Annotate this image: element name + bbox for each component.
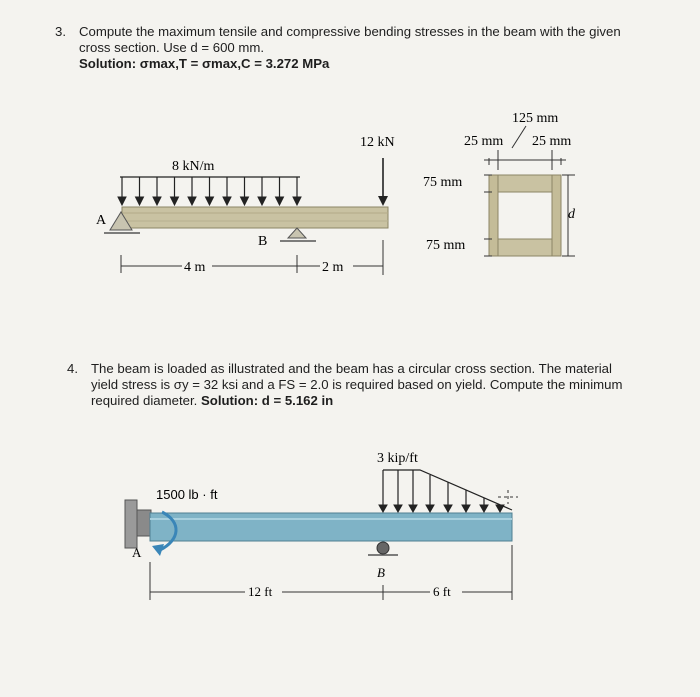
- moment-label: 1500 lb · ft: [156, 487, 218, 502]
- box-cross-section: [489, 175, 561, 256]
- flange-right-label: 25 mm: [532, 134, 572, 149]
- distributed-load-arrows: [118, 177, 301, 205]
- support-a-label: A: [96, 213, 107, 228]
- span-ab-label: 4 m: [184, 260, 206, 275]
- load-arrow-head: [241, 197, 249, 205]
- top-thickness-label: 75 mm: [423, 175, 463, 190]
- beam-4: [150, 513, 512, 541]
- problem-3-figure: [0, 0, 700, 300]
- flange-left-label: 25 mm: [464, 134, 504, 149]
- load-arrow-head: [136, 197, 144, 205]
- support-a-label-4: A: [132, 545, 142, 560]
- problem-4-number: 4.: [67, 361, 78, 376]
- problem-4-figure: [0, 430, 700, 630]
- problem-4-line-2: yield stress is σy = 32 ksi and a FS = 2.0 is required based on yield. Compute the minimum: [91, 377, 623, 392]
- roller-support-b-4: [368, 542, 398, 555]
- problem-3-line-2: cross section. Use d = 600 mm.: [79, 40, 265, 55]
- span-b-end-label: 2 m: [322, 260, 344, 275]
- load-arrow-head: [206, 197, 214, 205]
- problem-4-line-3: [91, 393, 623, 409]
- support-b-label: B: [258, 234, 268, 249]
- roller-support-b: [280, 228, 316, 241]
- triangular-load-arrows: [379, 470, 512, 512]
- load-arrow-head: [118, 197, 126, 205]
- problem-4-solution: Solution: d = 5.162 in: [200, 393, 334, 408]
- problem-3-number: 3.: [55, 24, 66, 39]
- distributed-load-label: 8 kN/m: [172, 159, 215, 174]
- support-b-label-4: B: [377, 565, 385, 580]
- span-b-end-label-4: 6 ft: [433, 584, 451, 599]
- load-arrow-head: [171, 197, 179, 205]
- bottom-thickness-label: 75 mm: [426, 238, 466, 253]
- load-arrow-head: [188, 197, 196, 205]
- problem-4: [67, 361, 677, 413]
- problem-3-line-1: Compute the maximum tensile and compressive bending stresses in the beam with the given: [79, 24, 621, 39]
- problem-3-solution-value: σmax,T = σmax,C = 3.272 MPa: [139, 56, 330, 71]
- point-load-label: 12 kN: [360, 135, 395, 150]
- distributed-load-label-4: 3 kip/ft: [377, 451, 418, 466]
- load-arrow-head: [258, 197, 266, 205]
- load-arrow-head: [223, 197, 231, 205]
- problem-4-line-3-text: required diameter.: [91, 393, 201, 408]
- point-load-arrow: [378, 158, 388, 206]
- dimension-lines-3: [121, 240, 383, 275]
- load-arrow-head: [293, 197, 301, 205]
- dimension-lines-4: [150, 545, 512, 600]
- fixed-wall: [125, 500, 151, 548]
- load-arrow-head: [153, 197, 161, 205]
- depth-label: d: [568, 207, 575, 222]
- beam-end-marker: [498, 490, 518, 504]
- span-ab-label-4: 12 ft: [248, 584, 273, 599]
- beam-3: [122, 207, 388, 228]
- problem-3-solution-label: Solution:: [79, 56, 140, 71]
- load-arrow-head: [276, 197, 284, 205]
- section-width-label: 125 mm: [512, 111, 559, 126]
- problem-4-line-1: The beam is loaded as illustrated and the beam has a circular cross section. The material: [91, 361, 612, 376]
